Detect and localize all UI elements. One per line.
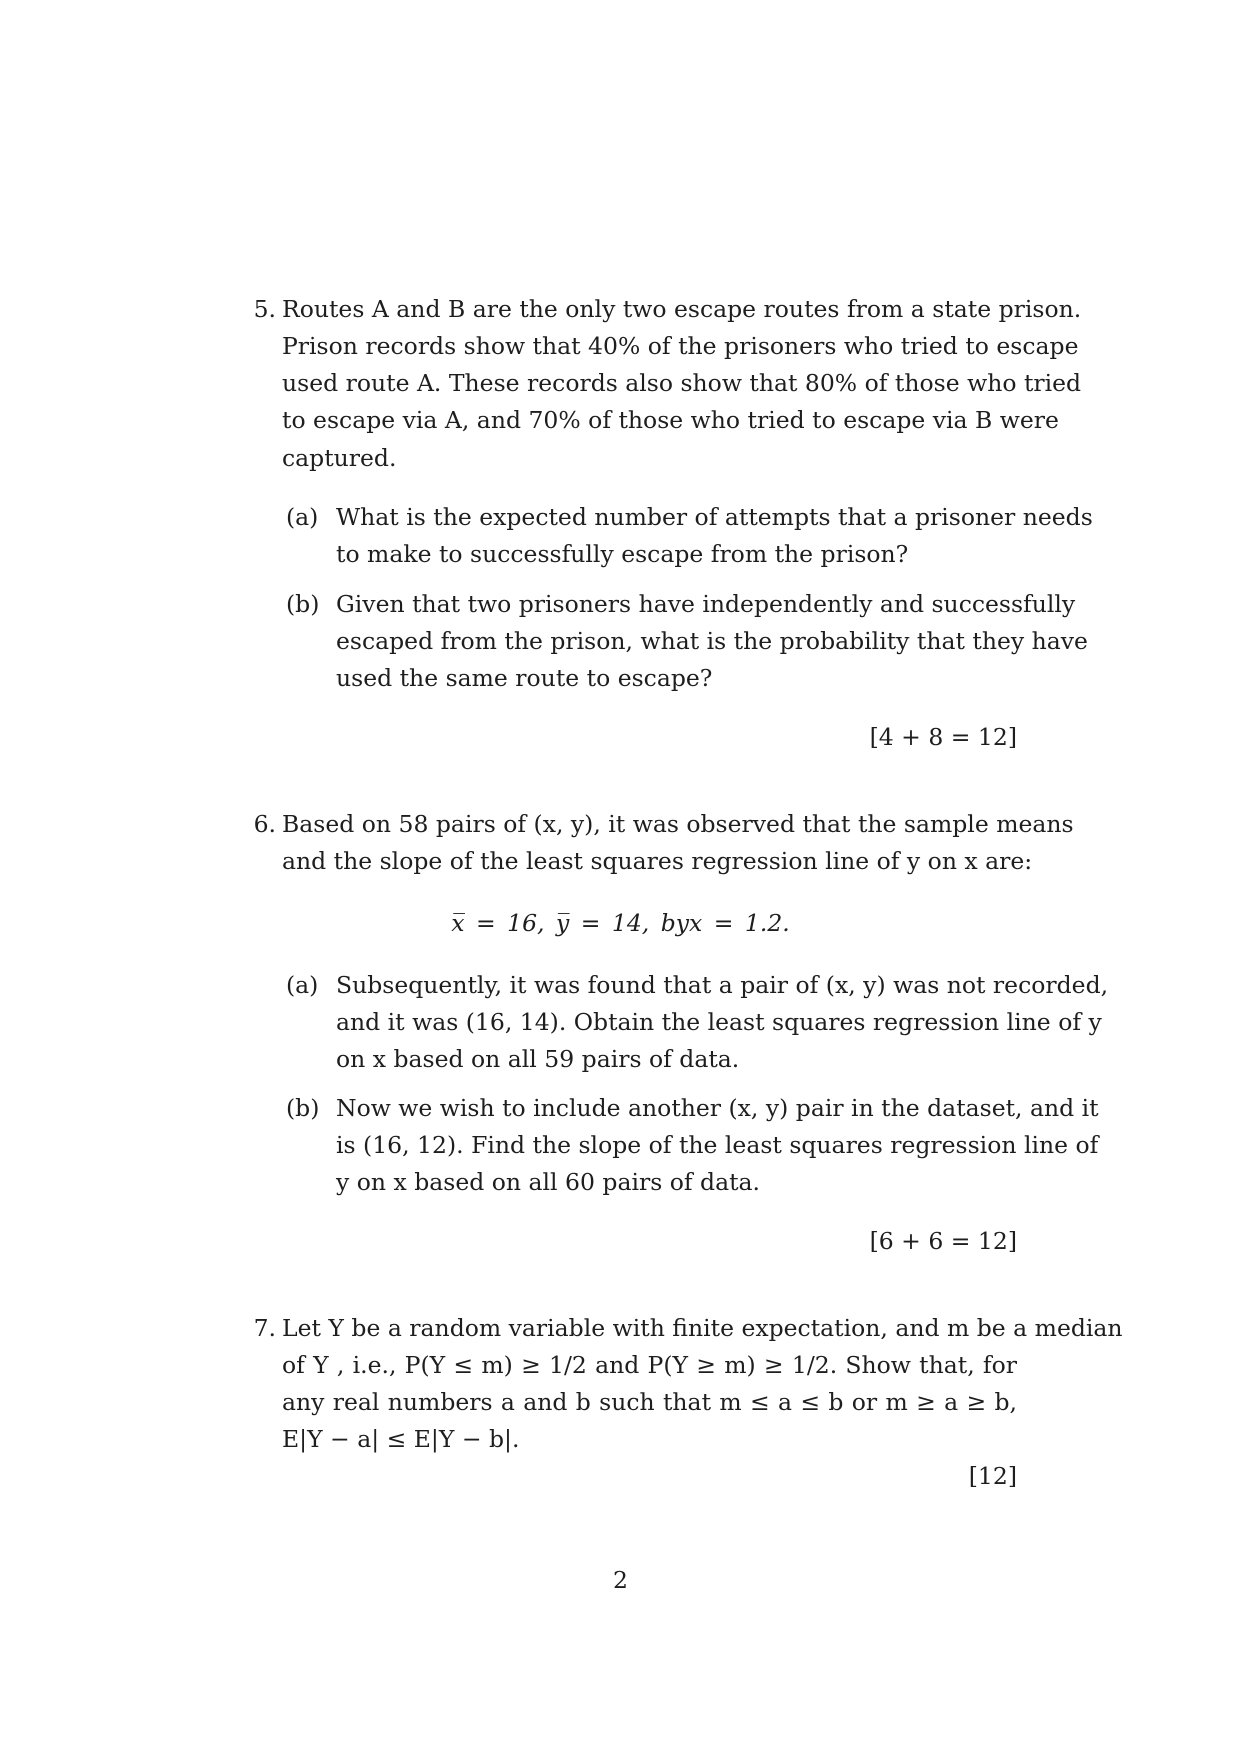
question-5a-line-1: What is the expected number of attempts that a prisoner needs (336, 503, 1093, 531)
question-7-line-2: of Y , i.e., P(Y ≤ m) ≥ 1/2 and P(Y ≥ m) ≥ 1/2. Show that, for (282, 1351, 1017, 1379)
question-7-line-3: any real numbers a and b such that m ≤ a ≤ b or m ≥ a ≥ b, (282, 1388, 1017, 1416)
question-6a-line-2: and it was (16, 14). Obtain the least squares regression line of y (336, 1008, 1102, 1036)
question-5a-label: (a) (286, 503, 319, 531)
question-5-marks: [4 + 8 = 12] (869, 723, 1017, 751)
question-7-marks: [12] (968, 1462, 1017, 1490)
question-6a-line-1: Subsequently, it was found that a pair of (x, y) was not recorded, (336, 971, 1109, 999)
question-6-line-2: and the slope of the least squares regression line of y on x are: (282, 847, 1033, 875)
question-5-number: 5. (253, 295, 276, 323)
question-6a-label: (a) (286, 971, 319, 999)
question-5b-line-1: Given that two prisoners have independently and successfully (336, 590, 1076, 618)
question-5b-line-3: used the same route to escape? (336, 664, 713, 692)
question-5-line-3: used route A. These records also show that 80% of those who tried (282, 369, 1082, 397)
question-6-line-1: Based on 58 pairs of (x, y), it was observed that the sample means (282, 810, 1074, 838)
question-6a-line-3: on x based on all 59 pairs of data. (336, 1045, 740, 1073)
question-6-number: 6. (253, 810, 276, 838)
question-6b-label: (b) (286, 1094, 320, 1122)
question-6b-line-2: is (16, 12). Find the slope of the least squares regression line of (336, 1131, 1099, 1159)
question-5a-line-2: to make to successfully escape from the prison? (336, 540, 909, 568)
question-6-marks: [6 + 6 = 12] (869, 1227, 1017, 1255)
question-5b-line-2: escaped from the prison, what is the probability that they have (336, 627, 1088, 655)
question-7-line-4: E|Y − a| ≤ E|Y − b|. (282, 1425, 520, 1453)
question-5-line-4: to escape via A, and 70% of those who tried to escape via B were (282, 406, 1059, 434)
question-6-formula: x̅ = 16, y̅ = 14, byx = 1.2. (451, 909, 790, 937)
question-5-line-2: Prison records show that 40% of the prisoners who tried to escape (282, 332, 1079, 360)
question-5-line-5: captured. (282, 444, 397, 472)
question-6b-line-1: Now we wish to include another (x, y) pair in the dataset, and it (336, 1094, 1099, 1122)
question-7-number: 7. (253, 1314, 276, 1342)
question-7-line-1: Let Y be a random variable with finite expectation, and m be a median (282, 1314, 1123, 1342)
page-number: 2 (613, 1566, 628, 1594)
question-6b-line-3: y on x based on all 60 pairs of data. (336, 1168, 761, 1196)
question-5-line-1: Routes A and B are the only two escape routes from a state prison. (282, 295, 1082, 323)
question-5b-label: (b) (286, 590, 320, 618)
